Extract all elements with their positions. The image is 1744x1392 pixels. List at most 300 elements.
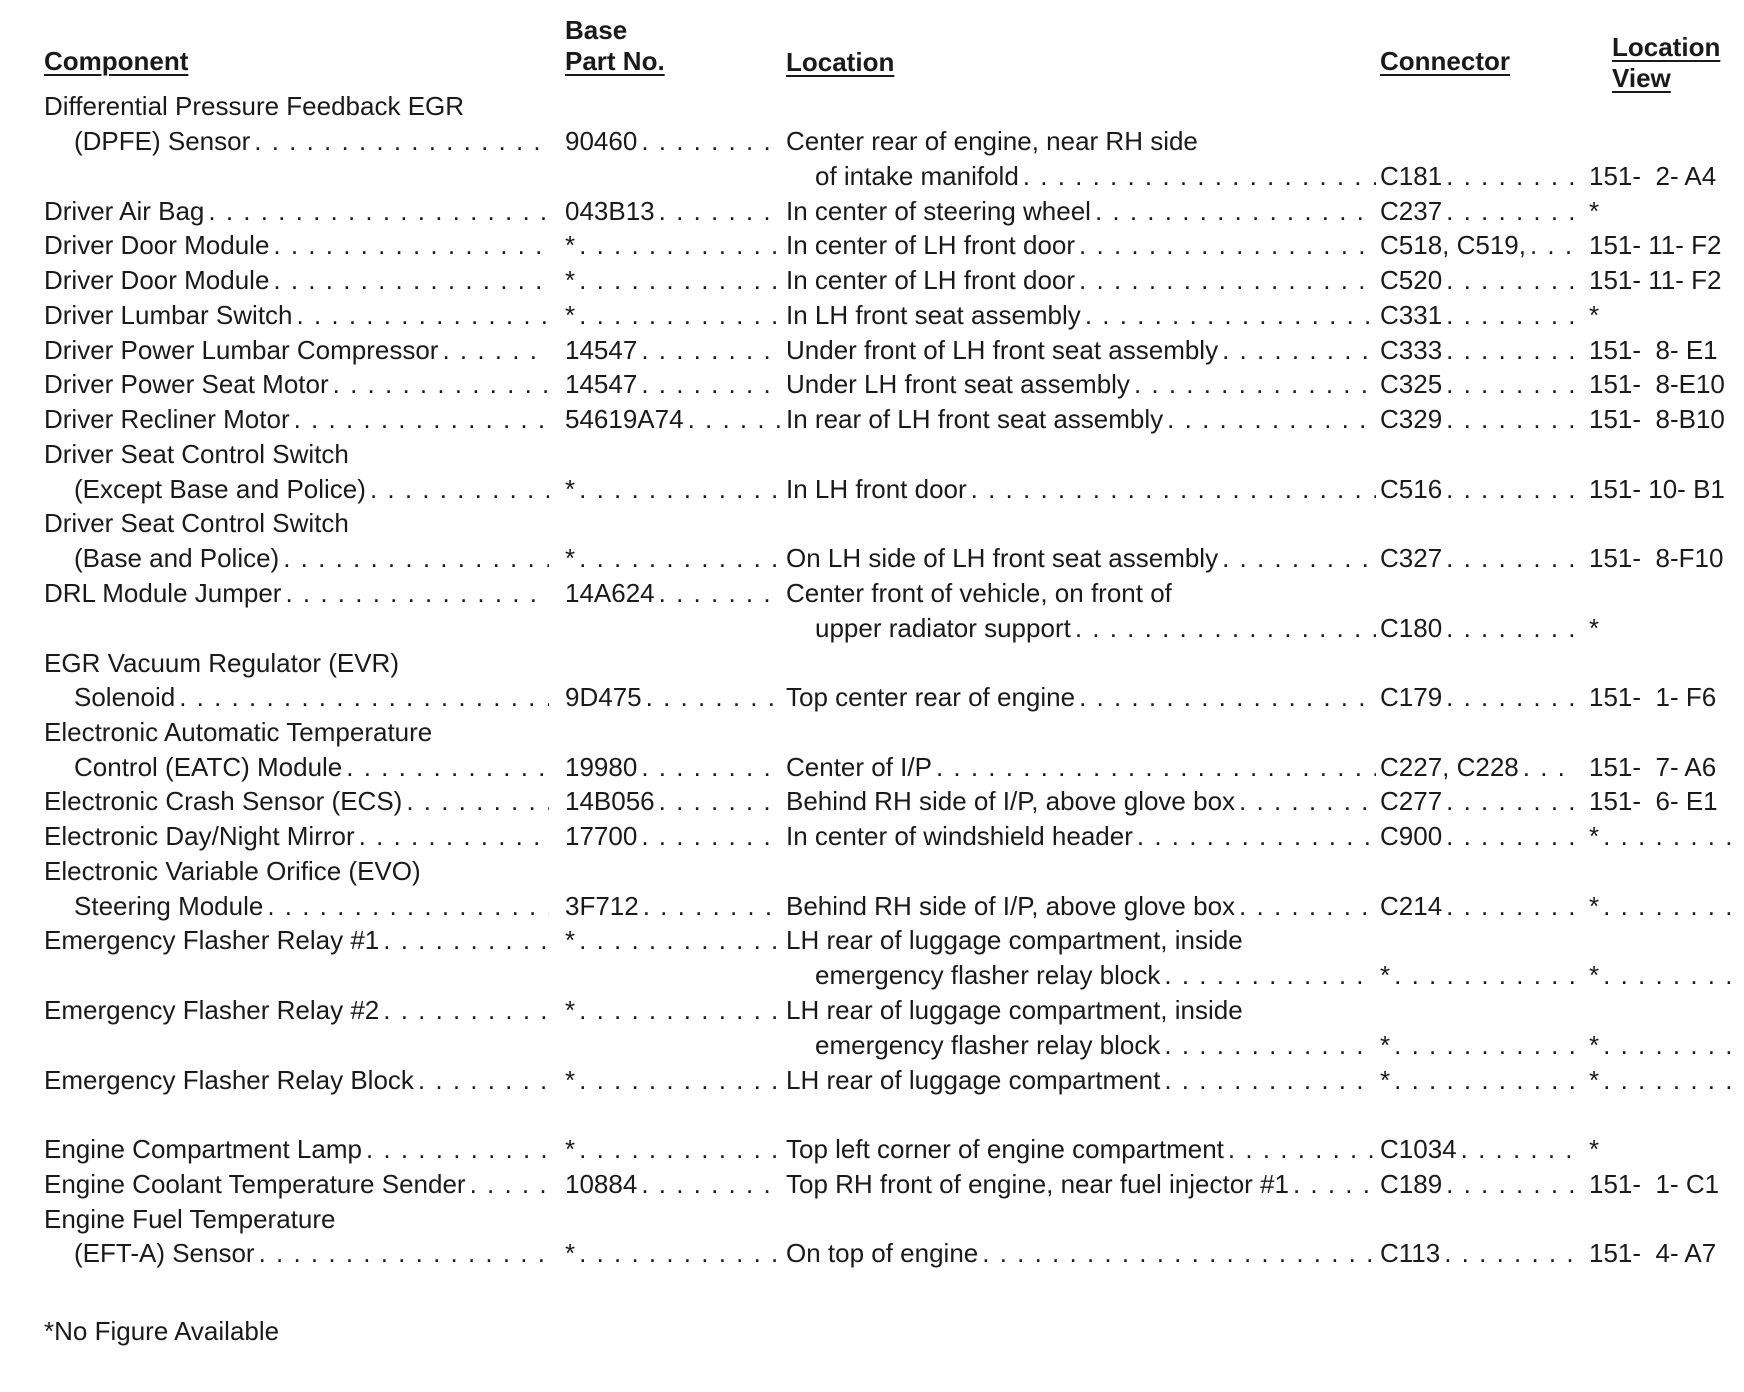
cell-location bbox=[786, 1236, 1376, 1271]
cell-location bbox=[786, 889, 1376, 924]
header-view-line1: Location bbox=[1612, 32, 1721, 62]
dot-leader bbox=[1442, 611, 1575, 646]
cell-connector bbox=[1380, 263, 1575, 298]
cell-part-no-text: * bbox=[565, 300, 576, 330]
dot-leader bbox=[1442, 402, 1575, 437]
cell-location-text: Top center rear of engine bbox=[786, 682, 1076, 712]
cell-component-text: Driver Recliner Motor bbox=[44, 404, 290, 434]
cell-part-no-text: * bbox=[565, 265, 576, 295]
cell-location bbox=[786, 333, 1376, 368]
cell-connector-text: * bbox=[1380, 1030, 1391, 1060]
dot-leader bbox=[637, 750, 780, 785]
dot-leader bbox=[1442, 298, 1575, 333]
cell-location-view bbox=[1589, 819, 1737, 854]
dot-leader bbox=[1519, 750, 1575, 785]
cell-part-no-text: * bbox=[565, 543, 576, 573]
cell-part-no bbox=[565, 889, 780, 924]
cell-part-no-text: 17700 bbox=[565, 821, 638, 851]
dot-leader bbox=[379, 993, 549, 1028]
cell-connector bbox=[1380, 958, 1575, 993]
cell-component: Driver Seat Control Switch bbox=[44, 439, 349, 469]
dot-leader bbox=[281, 576, 549, 611]
cell-component-text: (DPFE) Sensor bbox=[74, 126, 251, 156]
cell-part-no bbox=[565, 1063, 780, 1098]
dot-leader bbox=[1133, 819, 1376, 854]
cell-component-text: Electronic Crash Sensor (ECS) bbox=[44, 786, 403, 816]
header-base-line1: Base bbox=[565, 15, 628, 45]
cell-part-no bbox=[565, 680, 780, 715]
dot-leader bbox=[1599, 819, 1737, 854]
dot-leader bbox=[1071, 611, 1376, 646]
cell-component bbox=[44, 333, 549, 368]
cell-part-no bbox=[565, 750, 780, 785]
cell-component: Electronic Variable Orifice (EVO) bbox=[44, 856, 421, 886]
cell-component bbox=[44, 1167, 549, 1202]
dot-leader bbox=[639, 889, 780, 924]
cell-location-view-text: * bbox=[1589, 960, 1600, 990]
cell-location-view: * bbox=[1589, 196, 1600, 226]
cell-component bbox=[44, 194, 549, 229]
cell-component bbox=[44, 923, 549, 958]
cell-component-text: Driver Door Module bbox=[44, 230, 270, 260]
cell-location-text: In center of LH front door bbox=[786, 230, 1076, 260]
dot-leader bbox=[1442, 472, 1575, 507]
cell-component bbox=[74, 750, 549, 785]
cell-connector bbox=[1380, 750, 1575, 785]
cell-location-view: 151- 7- A6 bbox=[1589, 752, 1717, 782]
dot-leader bbox=[575, 923, 780, 958]
cell-location bbox=[786, 298, 1376, 333]
dot-leader bbox=[655, 784, 780, 819]
cell-connector bbox=[1380, 1167, 1575, 1202]
dot-leader bbox=[1091, 194, 1376, 229]
cell-connector-text: C1034 bbox=[1380, 1134, 1457, 1164]
header-connector: Connector bbox=[1380, 46, 1510, 76]
cell-connector bbox=[1380, 333, 1575, 368]
dot-leader bbox=[329, 367, 549, 402]
cell-part-no bbox=[565, 784, 780, 819]
dot-leader bbox=[642, 680, 780, 715]
dot-leader bbox=[1130, 367, 1376, 402]
cell-location bbox=[786, 819, 1376, 854]
dot-leader bbox=[1075, 263, 1376, 298]
cell-component-text: Control (EATC) Module bbox=[74, 752, 343, 782]
cell-location bbox=[786, 472, 1376, 507]
dot-leader bbox=[967, 472, 1376, 507]
cell-location-text: In LH front seat assembly bbox=[786, 300, 1081, 330]
header-location-view bbox=[1612, 32, 1720, 94]
dot-leader bbox=[1440, 1236, 1575, 1271]
cell-connector bbox=[1380, 541, 1575, 576]
dot-leader bbox=[1442, 159, 1575, 194]
cell-part-no-text: 19980 bbox=[565, 752, 638, 782]
cell-component bbox=[44, 993, 549, 1028]
cell-connector-text: C277 bbox=[1380, 786, 1443, 816]
cell-location-text: Under LH front seat assembly bbox=[786, 369, 1130, 399]
cell-part-no-text: 10884 bbox=[565, 1169, 638, 1199]
cell-part-no-text: 14B056 bbox=[565, 786, 655, 816]
dot-leader bbox=[269, 228, 549, 263]
cell-connector bbox=[1380, 159, 1575, 194]
cell-part-no bbox=[565, 263, 780, 298]
cell-component-text: (Except Base and Police) bbox=[74, 474, 366, 504]
cell-part-no bbox=[565, 228, 780, 263]
dot-leader bbox=[255, 1236, 549, 1271]
cell-part-no bbox=[565, 472, 780, 507]
cell-part-no-text: * bbox=[565, 1238, 576, 1268]
cell-connector-text: C516 bbox=[1380, 474, 1443, 504]
dot-leader bbox=[1442, 367, 1575, 402]
dot-leader bbox=[1235, 889, 1376, 924]
dot-leader bbox=[637, 819, 780, 854]
cell-location: LH rear of luggage compartment, inside bbox=[786, 925, 1243, 955]
cell-part-no-text: 043B13 bbox=[565, 196, 655, 226]
cell-location: LH rear of luggage compartment, inside bbox=[786, 995, 1243, 1025]
cell-component-text: Engine Compartment Lamp bbox=[44, 1134, 362, 1164]
cell-connector bbox=[1380, 298, 1575, 333]
dot-leader bbox=[263, 889, 549, 924]
dot-leader bbox=[402, 784, 549, 819]
dot-leader bbox=[1442, 680, 1575, 715]
cell-part-no bbox=[565, 819, 780, 854]
dot-leader bbox=[1224, 1132, 1376, 1167]
cell-component bbox=[74, 472, 549, 507]
dot-leader bbox=[1442, 333, 1575, 368]
cell-location-view bbox=[1589, 958, 1737, 993]
cell-part-no bbox=[565, 1167, 780, 1202]
cell-location-text: upper radiator support bbox=[815, 613, 1071, 643]
cell-component bbox=[44, 576, 549, 611]
dot-leader bbox=[932, 750, 1376, 785]
cell-component bbox=[44, 228, 549, 263]
cell-connector-text: C331 bbox=[1380, 300, 1443, 330]
cell-component-text: Emergency Flasher Relay Block bbox=[44, 1065, 414, 1095]
header-location: Location bbox=[786, 47, 895, 77]
cell-location-view: 151- 2- A4 bbox=[1589, 161, 1717, 191]
cell-location-view bbox=[1589, 1028, 1737, 1063]
cell-location-view: 151- 10- B1 bbox=[1589, 474, 1725, 504]
dot-leader bbox=[637, 124, 780, 159]
dot-leader bbox=[175, 680, 549, 715]
cell-location bbox=[786, 784, 1376, 819]
dot-leader bbox=[575, 263, 780, 298]
cell-connector bbox=[1380, 194, 1575, 229]
cell-part-no-text: 90460 bbox=[565, 126, 638, 156]
cell-location bbox=[786, 367, 1376, 402]
cell-connector-text: C179 bbox=[1380, 682, 1443, 712]
cell-location-view: * bbox=[1589, 613, 1600, 643]
cell-part-no-text: 54619A74 bbox=[565, 404, 684, 434]
dot-leader bbox=[1599, 1063, 1737, 1098]
cell-connector-text: C214 bbox=[1380, 891, 1443, 921]
dot-leader bbox=[342, 750, 549, 785]
dot-leader bbox=[1442, 541, 1575, 576]
cell-location-text: emergency flasher relay block bbox=[815, 1030, 1161, 1060]
cell-location bbox=[815, 611, 1376, 646]
cell-part-no bbox=[565, 576, 780, 611]
cell-part-no-text: 9D475 bbox=[565, 682, 642, 712]
cell-location-view: 151- 11- F2 bbox=[1589, 265, 1722, 295]
dot-leader bbox=[1442, 819, 1575, 854]
dot-leader bbox=[1442, 1167, 1575, 1202]
cell-location-text: Under front of LH front seat assembly bbox=[786, 335, 1219, 365]
dot-leader bbox=[637, 1167, 780, 1202]
cell-connector bbox=[1380, 1132, 1575, 1167]
cell-location bbox=[786, 263, 1376, 298]
dot-leader bbox=[1081, 298, 1376, 333]
cell-part-no bbox=[565, 541, 780, 576]
cell-location-text: of intake manifold bbox=[815, 161, 1019, 191]
cell-component bbox=[44, 1063, 549, 1098]
cell-part-no-text: * bbox=[565, 925, 576, 955]
cell-connector bbox=[1380, 472, 1575, 507]
dot-leader bbox=[655, 576, 780, 611]
dot-leader bbox=[1599, 958, 1737, 993]
cell-part-no-text: 14A624 bbox=[565, 578, 655, 608]
cell-location-text: On LH side of LH front seat assembly bbox=[786, 543, 1219, 573]
cell-component bbox=[44, 367, 549, 402]
cell-component bbox=[74, 1236, 549, 1271]
cell-location bbox=[786, 402, 1376, 437]
cell-location bbox=[786, 1132, 1376, 1167]
cell-component bbox=[74, 889, 549, 924]
dot-leader bbox=[250, 124, 549, 159]
cell-location-text: In center of LH front door bbox=[786, 265, 1076, 295]
cell-component bbox=[44, 819, 549, 854]
cell-part-no bbox=[565, 923, 780, 958]
cell-connector-text: C181 bbox=[1380, 161, 1443, 191]
cell-location-view: 151- 1- F6 bbox=[1589, 682, 1717, 712]
cell-part-no-text: * bbox=[565, 1065, 576, 1095]
cell-location bbox=[786, 541, 1376, 576]
cell-connector-text: * bbox=[1380, 1065, 1391, 1095]
dot-leader bbox=[1390, 958, 1575, 993]
cell-location-view bbox=[1589, 889, 1737, 924]
cell-location bbox=[815, 958, 1376, 993]
cell-connector-text: C327 bbox=[1380, 543, 1443, 573]
dot-leader bbox=[1442, 263, 1575, 298]
dot-leader bbox=[637, 333, 780, 368]
cell-connector-text: C189 bbox=[1380, 1169, 1443, 1199]
dot-leader bbox=[362, 1132, 549, 1167]
dot-leader bbox=[1599, 889, 1737, 924]
cell-location bbox=[815, 159, 1376, 194]
cell-part-no bbox=[565, 993, 780, 1028]
cell-component: EGR Vacuum Regulator (EVR) bbox=[44, 648, 399, 678]
cell-connector bbox=[1380, 367, 1575, 402]
cell-location bbox=[786, 1167, 1376, 1202]
cell-location-text: On top of engine bbox=[786, 1238, 979, 1268]
dot-leader bbox=[1289, 1167, 1376, 1202]
cell-location bbox=[786, 680, 1376, 715]
cell-part-no bbox=[565, 1236, 780, 1271]
dot-leader bbox=[466, 1167, 549, 1202]
cell-component: Electronic Automatic Temperature bbox=[44, 717, 433, 747]
dot-leader bbox=[1160, 1028, 1376, 1063]
cell-connector-text: C237 bbox=[1380, 196, 1443, 226]
cell-connector-text: C180 bbox=[1380, 613, 1443, 643]
cell-location-view bbox=[1589, 1063, 1737, 1098]
dot-leader bbox=[575, 541, 780, 576]
dot-leader bbox=[575, 228, 780, 263]
dot-leader bbox=[355, 819, 549, 854]
cell-part-no bbox=[565, 298, 780, 333]
header-component: Component bbox=[44, 46, 189, 76]
cell-location-text: Top left corner of engine compartment bbox=[786, 1134, 1224, 1164]
cell-connector-text: C329 bbox=[1380, 404, 1443, 434]
cell-connector-text: * bbox=[1380, 960, 1391, 990]
cell-component: Engine Fuel Temperature bbox=[44, 1204, 336, 1234]
cell-connector-text: C227, C228 bbox=[1380, 752, 1519, 782]
cell-location-view: 151- 4- A7 bbox=[1589, 1238, 1717, 1268]
cell-component-text: Electronic Day/Night Mirror bbox=[44, 821, 355, 851]
cell-component-text: Emergency Flasher Relay #2 bbox=[44, 995, 380, 1025]
cell-connector-text: C900 bbox=[1380, 821, 1443, 851]
cell-location-view: * bbox=[1589, 300, 1600, 330]
cell-component-text: Driver Door Module bbox=[44, 265, 270, 295]
cell-connector bbox=[1380, 819, 1575, 854]
cell-connector bbox=[1380, 228, 1575, 263]
footnote: *No Figure Available bbox=[44, 1316, 280, 1346]
dot-leader bbox=[1526, 228, 1575, 263]
cell-component bbox=[74, 541, 549, 576]
cell-component bbox=[44, 1132, 549, 1167]
header-base-line2: Part No. bbox=[565, 46, 665, 76]
dot-leader bbox=[575, 1236, 780, 1271]
dot-leader bbox=[1442, 889, 1575, 924]
cell-location-view-text: * bbox=[1589, 891, 1600, 921]
cell-location bbox=[786, 750, 1376, 785]
cell-connector bbox=[1380, 1236, 1575, 1271]
dot-leader bbox=[655, 194, 780, 229]
cell-location-view: 151- 6- E1 bbox=[1589, 786, 1718, 816]
cell-location-text: LH rear of luggage compartment bbox=[786, 1065, 1161, 1095]
cell-location-text: In center of windshield header bbox=[786, 821, 1133, 851]
dot-leader bbox=[379, 923, 549, 958]
cell-component-text: Driver Air Bag bbox=[44, 196, 205, 226]
cell-location-view: 151- 8-F10 bbox=[1589, 543, 1724, 573]
cell-location bbox=[786, 228, 1376, 263]
dot-leader bbox=[978, 1236, 1376, 1271]
dot-leader bbox=[684, 402, 780, 437]
cell-part-no-text: 3F712 bbox=[565, 891, 639, 921]
cell-part-no bbox=[565, 194, 780, 229]
cell-part-no-text: 14547 bbox=[565, 335, 638, 365]
cell-part-no-text: * bbox=[565, 474, 576, 504]
dot-leader bbox=[1390, 1063, 1575, 1098]
cell-connector bbox=[1380, 784, 1575, 819]
cell-connector bbox=[1380, 402, 1575, 437]
cell-location-view-text: * bbox=[1589, 821, 1600, 851]
cell-location bbox=[815, 1028, 1376, 1063]
cell-connector bbox=[1380, 1028, 1575, 1063]
dot-leader bbox=[637, 367, 780, 402]
dot-leader bbox=[1160, 1063, 1376, 1098]
dot-leader bbox=[575, 472, 780, 507]
dot-leader bbox=[1599, 1028, 1737, 1063]
cell-location-text: In LH front door bbox=[786, 474, 967, 504]
cell-part-no-text: * bbox=[565, 230, 576, 260]
dot-leader bbox=[575, 1132, 780, 1167]
cell-component-text: (EFT-A) Sensor bbox=[74, 1238, 255, 1268]
cell-component-text: Driver Lumbar Switch bbox=[44, 300, 293, 330]
dot-leader bbox=[1218, 541, 1376, 576]
cell-component-text: Steering Module bbox=[74, 891, 264, 921]
cell-component bbox=[44, 263, 549, 298]
cell-location-view: 151- 11- F2 bbox=[1589, 230, 1722, 260]
cell-component bbox=[44, 298, 549, 333]
dot-leader bbox=[1160, 958, 1376, 993]
cell-connector-text: C113 bbox=[1380, 1238, 1441, 1268]
cell-location bbox=[786, 194, 1376, 229]
cell-location bbox=[786, 1063, 1376, 1098]
cell-part-no bbox=[565, 1132, 780, 1167]
cell-location-text: Top RH front of engine, near fuel injector #1 bbox=[786, 1169, 1289, 1199]
cell-location: Center rear of engine, near RH side bbox=[786, 126, 1198, 156]
cell-location-text: emergency flasher relay block bbox=[815, 960, 1161, 990]
cell-part-no-text: * bbox=[565, 1134, 576, 1164]
cell-component: Driver Seat Control Switch bbox=[44, 508, 349, 538]
dot-leader bbox=[1235, 784, 1376, 819]
dot-leader bbox=[1075, 228, 1376, 263]
cell-connector-text: C518, C519, bbox=[1380, 230, 1526, 260]
cell-part-no-text: * bbox=[565, 995, 576, 1025]
cell-location-view: * bbox=[1589, 1134, 1600, 1164]
cell-connector bbox=[1380, 611, 1575, 646]
dot-leader bbox=[279, 541, 549, 576]
dot-leader bbox=[269, 263, 549, 298]
cell-component bbox=[74, 680, 549, 715]
cell-component-text: Emergency Flasher Relay #1 bbox=[44, 925, 380, 955]
cell-part-no bbox=[565, 367, 780, 402]
cell-location-view-text: * bbox=[1589, 1030, 1600, 1060]
cell-component-text: Solenoid bbox=[74, 682, 176, 712]
cell-part-no bbox=[565, 333, 780, 368]
cell-part-no bbox=[565, 124, 780, 159]
dot-leader bbox=[414, 1063, 549, 1098]
dot-leader bbox=[575, 1063, 780, 1098]
cell-component-text: Driver Power Seat Motor bbox=[44, 369, 329, 399]
cell-location-text: Behind RH side of I/P, above glove box bbox=[786, 891, 1236, 921]
dot-leader bbox=[1019, 159, 1376, 194]
cell-connector bbox=[1380, 1063, 1575, 1098]
dot-leader bbox=[438, 333, 549, 368]
dot-leader bbox=[290, 402, 549, 437]
dot-leader bbox=[366, 472, 549, 507]
dot-leader bbox=[1442, 784, 1575, 819]
cell-location-view: 151- 8-E10 bbox=[1589, 369, 1725, 399]
cell-location-view-text: * bbox=[1589, 1065, 1600, 1095]
cell-component-text: (Base and Police) bbox=[74, 543, 280, 573]
cell-component-text: DRL Module Jumper bbox=[44, 578, 282, 608]
dot-leader bbox=[1457, 1132, 1575, 1167]
cell-location-text: Center of I/P bbox=[786, 752, 932, 782]
cell-location-text: In center of steering wheel bbox=[786, 196, 1091, 226]
cell-location-view: 151- 8-B10 bbox=[1589, 404, 1725, 434]
cell-connector bbox=[1380, 680, 1575, 715]
dot-leader bbox=[1390, 1028, 1575, 1063]
dot-leader bbox=[575, 298, 780, 333]
dot-leader bbox=[293, 298, 549, 333]
cell-location-view: 151- 1- C1 bbox=[1589, 1169, 1720, 1199]
cell-connector-text: C520 bbox=[1380, 265, 1443, 295]
cell-component bbox=[44, 402, 549, 437]
cell-component-text: Engine Coolant Temperature Sender bbox=[44, 1169, 466, 1199]
cell-component bbox=[74, 124, 549, 159]
cell-part-no-text: 14547 bbox=[565, 369, 638, 399]
header-base-part-no bbox=[565, 15, 665, 77]
cell-connector bbox=[1380, 889, 1575, 924]
